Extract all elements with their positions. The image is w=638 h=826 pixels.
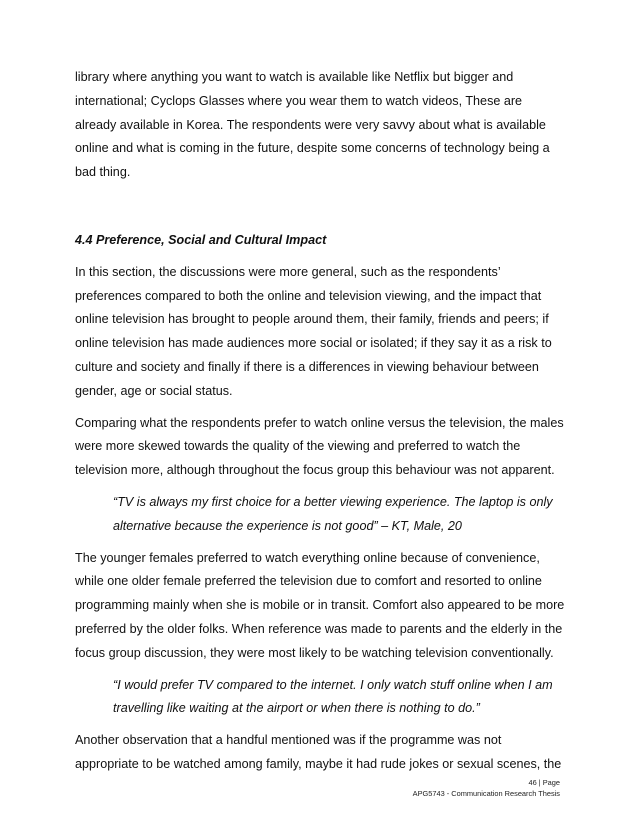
paragraph-comparison: Comparing what the respondents prefer to watch online versus the television, the males were more skewed towards the quality of the viewing and preferred to watch the television more, although throughout the focus group this behaviour was not apparent. <box>75 415 564 478</box>
paragraph-younger-females: The younger females preferred to watch everything online because of convenience, while one older female preferred the television due to comfort and resorted to online programming mainly when she is mobile or in transit. Comfort also appeared to be more preferred by the older folks. When reference was made to parents and the elderly in the focus group discussion, they were most likely to be watching television conventionally. <box>75 550 565 660</box>
paragraph-section-intro: In this section, the discussions were more general, such as the respondents’ preferences compared to both the online and television viewing, and the impact that online television has brought to people around them, their family, friends and peers; if online television has made audiences more social or isolated; if they say it as a risk to culture and society and finally if there is a differences in viewing behaviour between gender, age or social status. <box>75 264 552 398</box>
paragraph-another-observation: Another observation that a handful mentioned was if the programme was not appropriate to be watched among family, maybe it had rude jokes or sexual scenes, the <box>75 733 562 771</box>
page-number: 46 | Page <box>528 778 560 787</box>
paragraph-continued: library where anything you want to watch is available like Netflix but bigger and international; Cyclops Glasses where you wear them to watch videos, These are already available in Korea. The respondents were very savvy about what is available online and what is coming in the future, despite some concerns of technology being a bad thing. <box>75 70 550 180</box>
section-heading: 4.4 Preference, Social and Cultural Impact <box>75 232 327 247</box>
page-body <box>75 66 565 777</box>
quote-second: “I would prefer TV compared to the internet. I only watch stuff online when I am travelling like waiting at the airport or when there is nothing to do.” <box>113 677 553 716</box>
quote-first: “TV is always my first choice for a better viewing experience. The laptop is only alternative because the experience is not good” – KT, Male, 20 <box>113 494 553 533</box>
thesis-title: APG5743 - Communication Research Thesis <box>412 789 560 798</box>
page-footer <box>413 777 560 799</box>
